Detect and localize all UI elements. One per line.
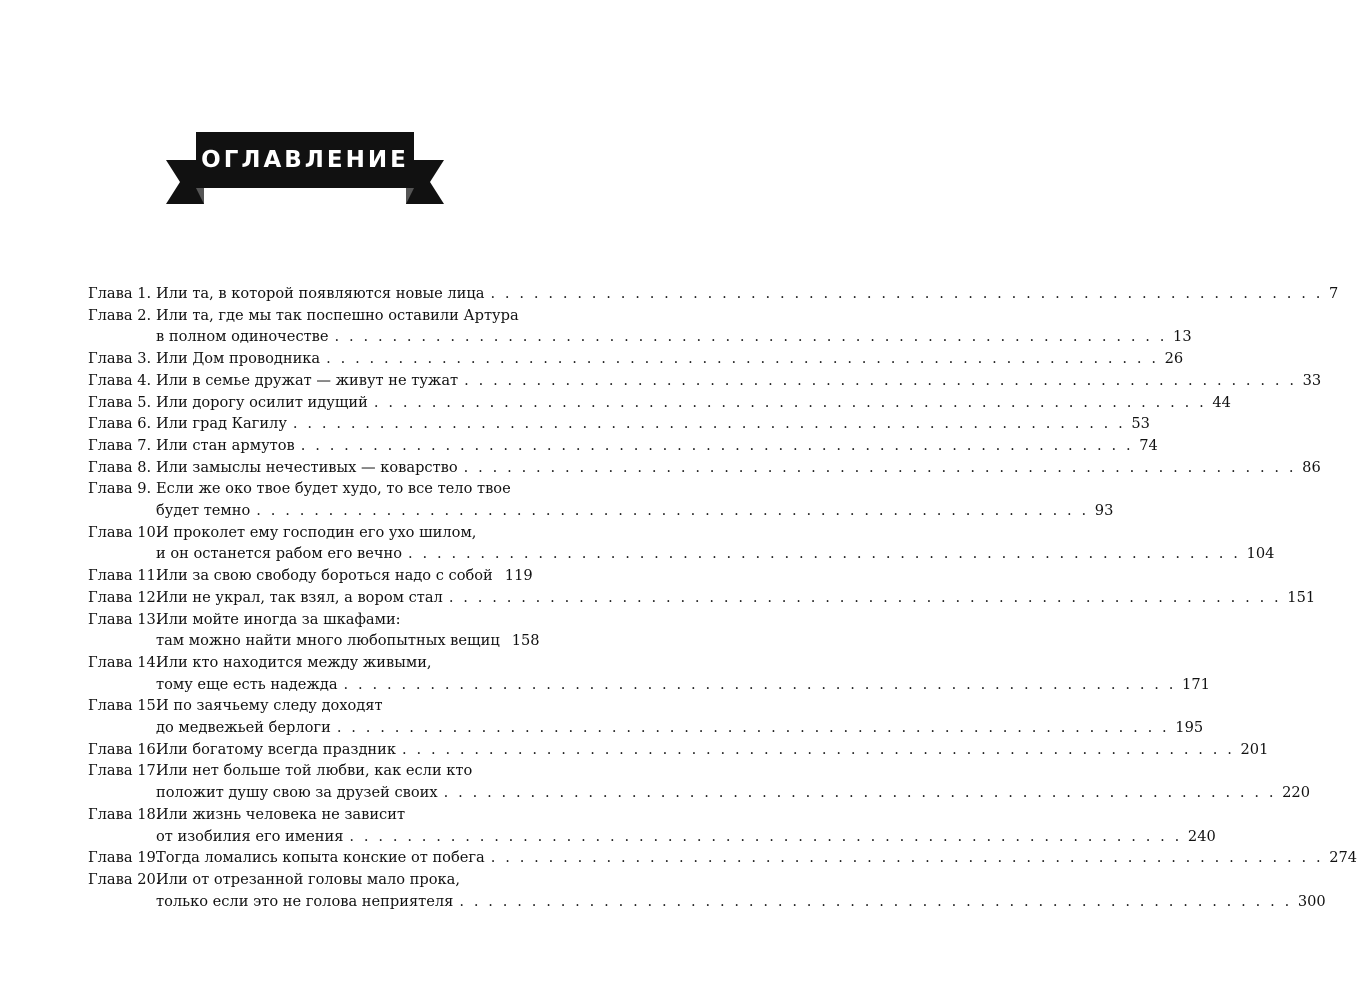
toc-entry[interactable] — [88, 695, 1204, 738]
page-number: 33 — [1302, 371, 1322, 389]
page-number: 300 — [1297, 892, 1326, 910]
chapter-label: Глава 4. — [88, 371, 152, 389]
chapter-title: и он останется рабом его вечно — [156, 545, 403, 563]
chapter-label: Глава 11. — [88, 567, 161, 585]
chapter-label: Глава 5. — [88, 393, 152, 411]
toc-entry[interactable] — [88, 565, 533, 587]
chapter-label: Глава 16. — [88, 740, 161, 758]
chapter-title-line: Или жизнь человека не зависит — [156, 805, 406, 823]
chapter-label: Глава 18. — [88, 805, 161, 823]
toc-entry[interactable] — [88, 305, 1192, 348]
page-number: 44 — [1212, 393, 1231, 411]
dot-leader: . . . . . . . . . . . . . . . . . . . . . . . . . . . . . . . . . . . . . . . . . . . . . . . . . . . . . . . . . . — [343, 675, 1177, 693]
chapter-title: тому еще есть надежда — [156, 675, 338, 693]
chapter-title: Или не украл, так взял, а вором стал — [156, 588, 443, 606]
chapter-title: Или замыслы нечестивых — коварство — [156, 458, 458, 476]
chapter-title-line: Если же око твое будет худо, то все тело твое — [156, 480, 511, 498]
dot-leader: . . . . . . . . . . . . . . . . . . . . . . . . . . . . . . . . . . . . . . . . . . . . . . . . . . . . . . . . . . — [349, 827, 1182, 845]
dot-leader: . . . . . . . . . . . . . . . . . . . . . . . . . . . . . . . . . . . . . . . . . . . . . . . . . . . . . . . . . . — [490, 849, 1324, 867]
chapter-title-line: Или мойте иногда за шкафами: — [156, 610, 401, 628]
dot-leader: . . . . . . . . . . . . . . . . . . . . . . . . . . . . . . . . . . . . . . . . . . . . . . . . . . . . . . . . . . — [326, 350, 1159, 368]
chapter-label: Глава 13. — [88, 610, 161, 628]
page-number: 240 — [1187, 827, 1216, 845]
chapter-title: Тогда ломались копыта конские от побега — [156, 849, 485, 867]
chapter-label: Глава 17. — [88, 762, 161, 780]
page-number: 151 — [1287, 588, 1316, 606]
toc-entry[interactable] — [88, 478, 1114, 521]
chapter-title: от изобилия его имения — [156, 827, 344, 845]
toc-entry[interactable] — [88, 609, 540, 652]
page-number: 171 — [1182, 675, 1210, 693]
chapter-title-line: И по заячьему следу доходят — [156, 697, 383, 715]
dot-leader: . . . . . . . . . . . . . . . . . . . . . . . . . . . . . . . . . . . . . . . . . . . . . . . . . . . . . . . . . . — [463, 458, 1297, 476]
chapter-label: Глава 9. — [88, 480, 152, 498]
page-number: 104 — [1246, 545, 1275, 563]
dot-leader: . . . . . . . . . . . . . . . . . . . . . . . . . . . . . . . . . . . . . . . . . . . . . . . . . . . . . . . . . . — [448, 588, 1282, 606]
chapter-label: Глава 19. — [88, 849, 161, 867]
page-number: 86 — [1302, 458, 1321, 476]
page-number: 195 — [1175, 719, 1204, 737]
page-number: 274 — [1329, 849, 1357, 867]
chapter-title: только если это не голова неприятеля — [156, 892, 454, 910]
chapter-label: Глава 6. — [88, 415, 152, 433]
toc-entry[interactable] — [88, 522, 1275, 565]
chapter-title: Или град Кагилу — [156, 415, 287, 433]
table-of-contents — [88, 283, 1357, 912]
chapter-title: Или за свою свободу бороться надо с собой — [156, 567, 493, 585]
toc-entry[interactable] — [88, 348, 1184, 370]
chapter-title-line: Или кто находится между живыми, — [156, 653, 432, 671]
chapter-title: там можно найти много любопытных вещиц — [156, 632, 500, 650]
chapter-title: будет темно — [156, 502, 251, 520]
dot-leader: . . . . . . . . . . . . . . . . . . . . . . . . . . . . . . . . . . . . . . . . . . . . . . . . . . . . . . . . . . — [336, 719, 1170, 737]
chapter-title: Или богатому всегда праздник — [156, 740, 397, 758]
chapter-title: положит душу свою за друзей своих — [156, 784, 438, 802]
chapter-label: Глава 1. — [88, 285, 152, 302]
dot-leader: . . . . . . . . . . . . . . . . . . . . . . . . . . . . . . . . . . . . . . . . . . . . . . . . . . . . . . . . . . — [402, 740, 1235, 758]
chapter-title: до медвежьей берлоги — [156, 719, 331, 737]
dot-leader: . . . . . . . . . . . . . . . . . . . . . . . . . . . . . . . . . . . . . . . . . . . . . . . . . . . . . . . . . . — [292, 415, 1126, 433]
dot-leader: . . . . . . . . . . . . . . . . . . . . . . . . . . . . . . . . . . . . . . . . . . . . . . . . . . . . . . . . . . — [300, 436, 1134, 454]
chapter-title-line: Или та, где мы так поспешно оставили Артура — [156, 306, 519, 324]
chapter-title: Или Дом проводника — [156, 350, 321, 368]
chapter-label: Глава 14. — [88, 653, 161, 671]
page-number: 13 — [1173, 328, 1192, 346]
toc-entry[interactable] — [88, 739, 1269, 761]
toc-entry[interactable] — [88, 413, 1150, 435]
chapter-label: Глава 20. — [88, 870, 161, 888]
chapter-title-line: Или нет больше той любви, как если кто — [156, 762, 473, 780]
dot-leader: . . . . . . . . . . . . . . . . . . . . . . . . . . . . . . . . . . . . . . . . . . . . . . . . . . . . . . . . . . — [443, 784, 1277, 802]
dot-leader: . . . . . . . . . . . . . . . . . . . . . . . . . . . . . . . . . . . . . . . . . . . . . . . . . . . . . . . . . . — [459, 892, 1292, 910]
page-number: 201 — [1240, 740, 1269, 758]
chapter-label: Глава 10. — [88, 523, 161, 541]
toc-entry[interactable] — [88, 869, 1326, 912]
dot-leader: . . . . . . . . . . . . . . . . . . . . . . . . . . . . . . . . . . . . . . . . . . . . . . . . . . . . . . . . . . — [334, 328, 1168, 346]
toc-entry[interactable] — [88, 847, 1357, 869]
chapter-title: Или та, в которой появляются новые лица — [156, 285, 485, 302]
page-title: ОГЛАВЛЕНИЕ — [201, 147, 409, 173]
page-number: 93 — [1094, 502, 1114, 520]
chapter-label: Глава 3. — [88, 350, 152, 368]
chapter-label: Глава 2. — [88, 306, 152, 324]
heading-banner — [166, 120, 444, 210]
page-number: 158 — [511, 632, 540, 650]
chapter-label: Глава 12. — [88, 588, 161, 606]
chapter-title-line: Или от отрезанной головы мало прока, — [156, 870, 460, 888]
page-number: 74 — [1139, 436, 1158, 454]
chapter-label: Глава 7. — [88, 436, 152, 454]
page-number: 53 — [1131, 415, 1150, 433]
toc-entry[interactable] — [88, 392, 1231, 414]
page-number: 7 — [1328, 285, 1339, 302]
toc-entry[interactable] — [88, 587, 1316, 609]
toc-entry[interactable] — [88, 370, 1322, 392]
page-number: 220 — [1282, 784, 1310, 802]
chapter-title: Или в семье дружат — живут не тужат — [156, 371, 459, 389]
toc-entry[interactable] — [88, 804, 1216, 847]
chapter-label: Глава 15. — [88, 697, 161, 715]
page-number: 26 — [1164, 350, 1184, 368]
dot-leader: . . . . . . . . . . . . . . . . . . . . . . . . . . . . . . . . . . . . . . . . . . . . . . . . . . . . . . . . . . — [464, 371, 1297, 389]
chapter-label: Глава 8. — [88, 458, 152, 476]
dot-leader: . . . . . . . . . . . . . . . . . . . . . . . . . . . . . . . . . . . . . . . . . . . . . . . . . . . . . . . . . . — [490, 285, 1323, 302]
page-number: 119 — [504, 567, 533, 585]
toc-entry[interactable] — [88, 435, 1158, 457]
dot-leader: . . . . . . . . . . . . . . . . . . . . . . . . . . . . . . . . . . . . . . . . . . . . . . . . . . . . . . . . . . — [408, 545, 1241, 563]
toc-entry[interactable] — [88, 760, 1310, 803]
chapter-title: Или стан армутов — [156, 436, 295, 454]
toc-entry[interactable] — [88, 283, 1339, 305]
toc-entry[interactable] — [88, 457, 1321, 479]
dot-leader: . . . . . . . . . . . . . . . . . . . . . . . . . . . . . . . . . . . . . . . . . . . . . . . . . . . . . . . . . . — [256, 502, 1089, 520]
chapter-title: Или дорогу осилит идущий — [156, 393, 368, 411]
chapter-title-line: И проколет ему господин его ухо шилом, — [156, 523, 477, 541]
chapter-title: в полном одиночестве — [156, 328, 329, 346]
toc-entry[interactable] — [88, 652, 1210, 695]
dot-leader: . . . . . . . . . . . . . . . . . . . . . . . . . . . . . . . . . . . . . . . . . . . . . . . . . . . . . . . . . . — [373, 393, 1207, 411]
